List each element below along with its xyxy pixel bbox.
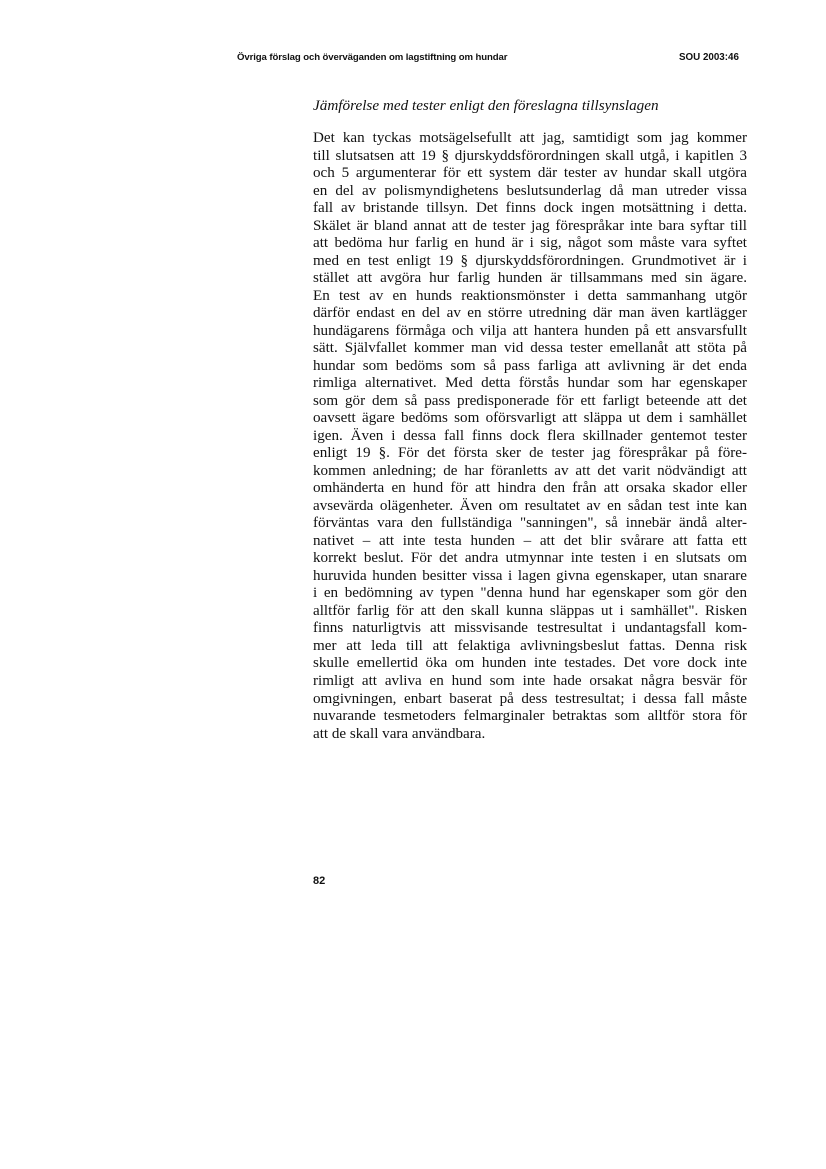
text-line: omgivningen, enbart baserat på dess testresultat; i dessa fall måste: [313, 690, 747, 707]
text-line: huruvida hunden besitter vissa i lagen givna egenskaper, utan snarare: [313, 567, 747, 584]
text-line-last: att de skall vara användbara.: [313, 725, 486, 742]
text-line: sätt. Självfallet kommer man vid dessa tester emellanåt att stöta på: [313, 340, 747, 357]
text-line: som gör dem så pass predisponerade för ett farligt beteende att det: [313, 392, 747, 409]
text-line: avsevärda olägenheter. Även om resultatet av en sådan test inte kan: [313, 497, 747, 514]
text-line: kommen anledning; de har föranletts av att det varit nödvändigt att: [313, 462, 747, 479]
text-line: nativet – att inte testa hunden – att det blir svårare att fatta ett: [313, 532, 747, 549]
text-line: hundägarens förmåga och vilja att hantera hunden på ett ansvarsfullt: [313, 322, 747, 339]
text-line: stället att avgöra hur farlig hunden är tillsammans med sin ägare.: [313, 270, 747, 287]
running-header-document-id: SOU 2003:46: [679, 52, 739, 63]
text-line: skulle emellertid öka om hunden inte testades. Det vore dock inte: [313, 655, 747, 672]
text-line: En test av en hunds reaktionsmönster i detta sammanhang utgör: [313, 287, 747, 304]
text-line: till slutsatsen att 19 § djurskyddsförordningen skall utgå, i kapitlen 3: [313, 147, 747, 164]
text-line: hundar som bedöms som så pass farliga att avlivning är det enda: [313, 357, 747, 374]
text-line: rimliga alternativet. Med detta förstås hundar som har egenskaper: [313, 375, 747, 392]
text-line: Skälet är bland annat att de tester jag förespråkar inte bara syftar till: [313, 217, 747, 234]
text-line: att bedöma hur farlig en hund är i sig, något som måste vara syftet: [313, 235, 747, 252]
running-header-title: Övriga förslag och överväganden om lagstiftning om hundar: [237, 52, 508, 63]
text-line: oavsett ägare bedöms som oförsvarligt att släppa ut dem i samhället: [313, 410, 747, 427]
text-line: omhänderta en hund för att hindra den från att orsaka skador eller: [313, 480, 747, 497]
text-line: finns naturligtvis att missvisande testresultat i undantagsfall kom-: [313, 620, 747, 637]
text-line: Det kan tyckas motsägelsefullt att jag, samtidigt som jag kommer: [313, 130, 747, 146]
text-line: rimligt att avliva en hund som inte hade orsakat några besvär för: [313, 672, 747, 689]
text-line: igen. Även i dessa fall finns dock flera skillnader gentemot tester: [313, 427, 747, 444]
text-line: en del av polismyndighetens beslutsunderlag då man utreder vissa: [313, 182, 747, 199]
text-line: med en test enligt 19 § djurskyddsförordningen. Grundmotivet är i: [313, 252, 747, 269]
body-paragraph: [313, 130, 747, 743]
section-heading: Jämförelse med tester enligt den föreslagna tillsynslagen: [313, 97, 659, 114]
text-line: förväntas vara den fullständiga "sanningen", så innebär ändå alter-: [313, 515, 747, 532]
text-line: korrekt beslut. För det andra utmynnar inte testen i en slutsats om: [313, 550, 747, 567]
text-line: därför endast en del av en större utredning där man även kartlägger: [313, 305, 747, 322]
text-line: och 5 argumenterar för ett system där tester av hundar skall utgöra: [313, 165, 747, 182]
text-line: mer att leda till att felaktiga avlivningsbeslut fattas. Denna risk: [313, 637, 747, 654]
text-line: enligt 19 §. För det första sker de tester jag förespråkar på före-: [313, 445, 747, 462]
text-line: alltför farlig för att den skall kunna släppas ut i samhället". Risken: [313, 602, 747, 619]
text-line: nuvarande tesmetoders felmarginaler betraktas som alltför stora för: [313, 708, 747, 725]
text-line: i en bedömning av typen "denna hund har egenskaper som gör den: [313, 585, 747, 602]
text-line: fall av bristande tillsyn. Det finns dock ingen motsättning i detta.: [313, 200, 747, 217]
page-number: 82: [313, 875, 326, 887]
